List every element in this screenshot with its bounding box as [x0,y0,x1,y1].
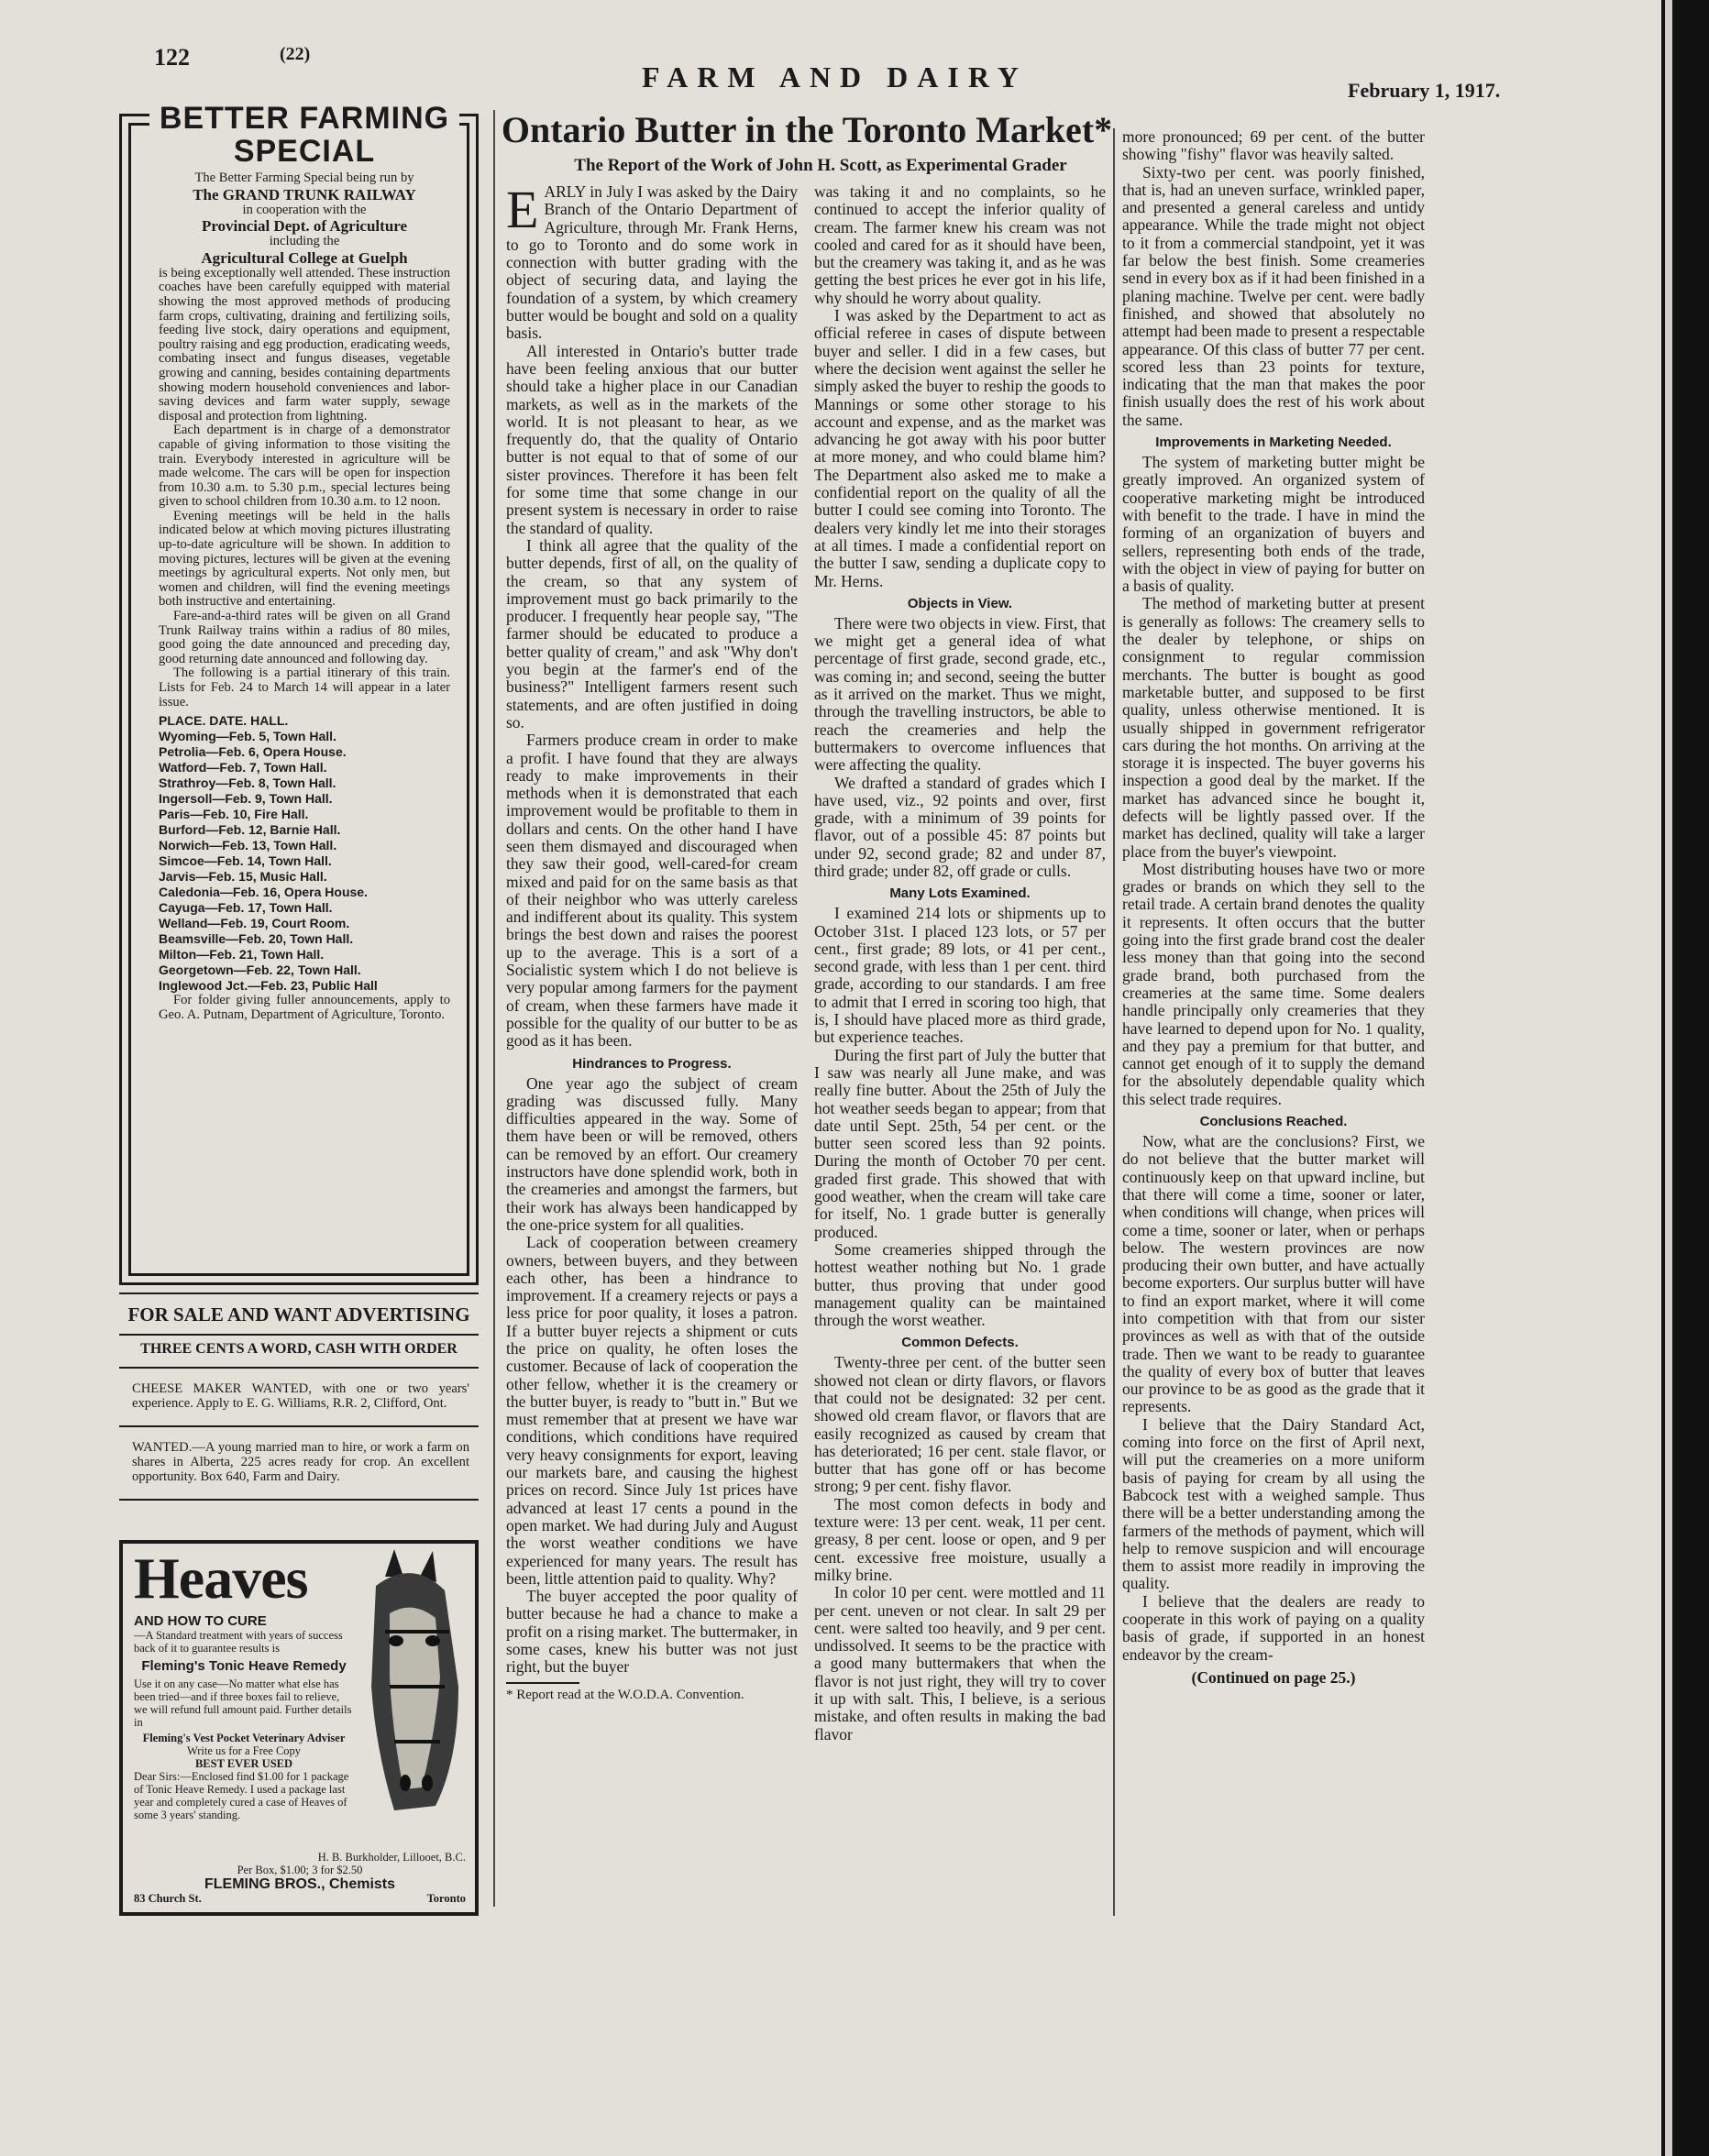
subhead-lots: Many Lots Examined. [889,886,1031,902]
classified-ad-cheese-maker: CHEESE MAKER WANTED, with one or two years' experience. Apply to E. G. Williams, R.R. 2, Clifford, Ont. [132,1381,469,1411]
masthead-title: FARM AND DAIRY [642,60,1028,94]
itinerary-item: Paris—Feb. 10, Fire Hall. [159,807,309,822]
itinerary-item: Milton—Feb. 21, Town Hall. [159,947,325,962]
itinerary-item: Burford—Feb. 12, Barnie Hall. [159,822,341,838]
scan-border [1661,0,1709,2156]
heaves-remedy-ad: Heaves AND HOW TO CURE —A Standard treatment with years of success back of it to guarantee results is Fleming's Tonic Heave Remedy Use it on any case—No matter what else has been tried—and if three boxes fail to relieve, we will refund full amount paid. Further details in Fleming's Vest Pocket Veterinary Adviser Write us for a Free Copy BEST EVER USED Dear Sirs:—Enclosed find $1.00 for 1 package of Tonic Heave Remedy. I used a package last year and completely cured a case of Heaves of some 3 years' standing. H. B. Burkholder, Lillooet, B.C. Per Box, $1.00; 3 for $2.50 FLEMING BROS., Chemists 83 Church St. Toronto [119,1540,479,1916]
itinerary-item: Strathroy—Feb. 8, Town Hall. [159,776,336,791]
issue-date: February 1, 1917. [1348,79,1501,102]
itinerary-item: Simcoe—Feb. 14, Town Hall. [159,853,332,869]
article-subtitle: The Report of the Work of John H. Scott, as Experimental Grader [574,156,1067,175]
page-sub-number: (22) [280,44,311,64]
article-column-3: more pronounced; 69 per cent. of the butter showing "fishy" flavor was heavily salted. Sixty-two per cent. was poorly finished, that is, had an uneven surface, wrinkled paper, and presented a general careless and untidy appearance. While the trade might not object to it from a commercial standpoint, yet it was far below the best finish. Some creameries send in every box as if it had been finished in a planing machine. Twelve per cent. were badly finished, and showed that absolutely no attempt had been made to present a respectable appearance. Of this class of butter 77 per cent. scored less than 23 points for texture, indicating that the man that makes the poor finish usually does the rest of his work about the same. Improvements in Marketing Needed. The system of marketing butter might be greatly improved. An organized system of cooperative marketing might be introduced with benefit to the trade. I have in mind the forming of an organization of buyers and sellers, representing both ends of the trade, with the object in view of paying for butter on a basis of quality. The method of marketing butter at present is generally as follows: The creamery sells to the dealer by telephone, or ships on consignment to regular commission merchants. The butter is bought as good marketable butter, and supposed to be first quality, unless otherwise mentioned. It is usually shipped in government refrigerator cars during the hot months. On arriving at the storage it is inspected. The buyer governs his inspection a good deal by the market. If the market has advanced since he bought it, defects will be lightly passed over. If the market has declined, quality will take a larger place from the buyer's viewpoint. Most distributing houses have two or more grades or brands on which they sell to the retail trade. A certain brand denotes the quality it represents. It often occurs that the butter going into the first grade brand cost the dealer less money than that going into the second grade brand, both purchased from the creameries at the same time. Some dealers handle principally only creameries that they have learned to depend upon for No. 1 quality, and they pay a premium for that butter, and cannot get enough of it to supply the demand for the absolutely dependable quality which this select trade requires. Conclusions Reached. Now, what are the conclusions? First, we do not believe that the butter market will continuously keep on that upward incline, but that there will come a time, sooner or later, when conditions will change, when prices will come a time, sooner or later, when or perhaps below. The western provinces are now producing their own butter, and have actually become exporters. Our surplus butter will have to find an export market, where it will come into competition with that from our sister provinces as well as with that of the outside trade. Then we want to be ready to guarantee the quality of every box of butter that leaves our province to be as good as the grade that it represents. I believe that the Dairy Standard Act, coming into force on the first of April next, will put the creameries on a more uniform basis of paying for cream by all using the Babcock test with a weighed sample. Thus there will be a better understanding among the farmers of the methods of payment, which will help to remove suspicion and will encourage them to assist more readily in improving the quality. I believe that the dealers are ready to cooperate in this work of paying on a quality basis of grade, if supported in an honest endeavor by the cream- (Continued on page 25.) [1122,128,1425,1687]
subhead-marketing: Improvements in Marketing Needed. [1155,434,1392,451]
itinerary-item: Ingersoll—Feb. 9, Town Hall. [159,791,333,807]
itinerary-item: Cayuga—Feb. 17, Town Hall. [159,900,333,916]
classifieds-rate: THREE CENTS A WORD, CASH WITH ORDER [140,1341,458,1357]
better-farming-special-ad: BETTER FARMING SPECIAL The Better Farming Special being run by The GRAND TRUNK RAILWAY in cooperation with the Provincial Dept. of Agriculture including the Agricultural College at Guelph is being exceptionally well attended. These instruction coaches have been carefully equipped with material showing the most approved methods of producing farm crops, cultivating, draining and fertilizing soils, feeding live stock, dairy operations and equipment, poultry raising and egg production, eradicating weeds, combating insect and fungus diseases, vegetable growing and canning, besides containing departments showing modern household conveniences and labor-saving devices and farm water supply, sewage disposal and protection from lightning. Each department is in charge of a demonstrator capable of giving information to those visiting the train. Everybody interested in agriculture will be made welcome. The cars will be open for inspection from 10.30 a.m. to 5.30 p.m., special lectures being given to school children from 10.30 a.m. to 12 noon. Evening meetings will be held in the halls indicated below at which moving pictures illustrating up-to-date agriculture will be shown. In addition to moving pictures, lectures will be given at the evening meetings by agricultural experts. Not only men, but women and children, will find the evening meetings both instructive and entertaining. Fare-and-a-third rates will be given on all Grand Trunk Railway trains within a radius of 80 miles, good going the date announced and preceding day, good returning date announced and following day. The following is a partial itinerary of this train. Lists for Feb. 24 to March 14 will appear in a later issue. PLACE. DATE. HALL. Wyoming—Feb. 5, Town Hall. Petrolia—Feb. 6, Opera House. Watford—Feb. 7, Town Hall. Strathroy—Feb. 8, Town Hall. Ingersoll—Feb. 9, Town Hall. Paris—Feb. 10, Fire Hall. Burford—Feb. 12, Barnie Hall. Norwich—Feb. 13, Town Hall. Simcoe—Feb. 14, Town Hall. Jarvis—Feb. 15, Music Hall. Caledonia—Feb. 16, Opera House. Cayuga—Feb. 17, Town Hall. Welland—Feb. 19, Court Room. Beamsville—Feb. 20, Town Hall. Milton—Feb. 21, Town Hall. Georgetown—Feb. 22, Town Hall. Inglewood Jct.—Feb. 23, Public Hall For folder giving fuller announcements, apply to Geo. A. Putnam, Department of Agriculture, Toronto. [119,114,479,1285]
article-title: Ontario Butter in the Toronto Market* [501,109,1113,150]
itinerary-item: Inglewood Jct.—Feb. 23, Public Hall [159,978,378,994]
subhead-hindrances: Hindrances to Progress. [572,1055,732,1072]
page-number: 122 [154,44,190,71]
subhead-defects: Common Defects. [901,1335,1019,1351]
subhead-conclusions: Conclusions Reached. [1199,1114,1348,1130]
classifieds-section [119,1285,479,1501]
article-column-2: was taking it and no complaints, so he continued to accept the inferior quality of cream. The farmer knew his cream was not cooled and cared for as it should have been, but the creamery was taking it, and as he was getting the best prices he ever got in his life, why should he worry about quality. I was asked by the Department to act as official referee in cases of dispute between buyer and seller. I did in a few cases, but where the decision went against the seller he simply asked the buyer to reship the goods to Mannings or some other storage to his account and expense, and as the market was advancing he got away with his poor butter at more money, and who could blame him? The Department also asked me to make a confidential report on the quality of all the butter I could see coming into Toronto. The dealers very kindly let me into their storages at all times. I made a confidential report on the butter I saw, sending a duplicate copy to Mr. Herns. Objects in View. There were two objects in view. First, that we might get a general idea of what percentage of first grade, second grade, etc., was coming in; and second, seeing the butter as it arrived on the market. Thus we might, through the travelling instructors, be able to reach the creameries and help the buttermakers to overcome influences that were affecting the quality. We drafted a standard of grades which I have used, viz., 92 points and over, first grade, with a minimum of 39 points for flavor, out of a possible 45: 87 points but under 92, second grade; 82 and under 87, third grade; under 82, off grade or culls. Many Lots Examined. I examined 214 lots or shipments up to October 31st. I placed 123 lots, or 57 per cent., first grade; 89 lots, or 41 per cent., second grade, with less than 1 per cent. third grade, according to our standards. I am free to admit that I erred in scoring too high, that is, I should have placed more as third grade, but experience teaches. During the first part of July the butter that I saw was nearly all June make, and was really fine butter. About the 25th of July the hot weather seeds began to appear; from that date until Sept. 25th, 54 per cent. or the butter seen scored less than 92 points. During the month of October 70 per cent. graded first grade. This showed that with good weather, when the cream will take care for itself, No. 1 grade butter is generally produced. Some creameries shipped through the hottest weather nothing but No. 1 grade butter, thus proving that under good management quality can be maintained through the worst weather. Common Defects. Twenty-three per cent. of the butter seen showed not clean or dirty flavors, or flavors that could not be designated: 32 per cent. showed old cream flavor, or flavors that are easily recognized as caused by cream that has deteriorated; 16 per cent. stale flavor, or butter that has gone off or has become strong; 9 per cent. fishy flavor. The most comon defects in body and texture were: 13 per cent. weak, 11 per cent. greasy, 8 per cent. loose or open, and 9 per cent. excessive free moisture, usually a milky brine. In color 10 per cent. were mottled and 11 per cent. uneven or not clear. In salt 29 per cent. were salted too heavily, and 9 per cent. undissolved. It seems to be the practice with a good many buttermakers that when the flavor is not just right, they will try to cover it up with salt. This, I believe, is a serious mistake, and often results in making the bad flavor [814,183,1106,1744]
itinerary-item: Norwich—Feb. 13, Town Hall. [159,838,337,853]
article-column-1: EARLY in July I was asked by the Dairy Branch of the Ontario Department of Agriculture, through Mr. Frank Herns, to go to Toronto and do some work in connection with butter grading with the object of securing data, and laying the foundation of a system, by which creamery butter would be bought and sold on a quality basis. All interested in Ontario's butter trade have been feeling anxious that our butter should take a higher place in our Canadian markets, as well as in the markets of the world. It is not pleasant to hear, as we frequently do, that the quality of Ontario butter is not equal to that of some of our sister provinces. Therefore it has been felt for some time that some change in our present system is necessary in order to raise the standard of quality. I think all agree that the quality of the butter depends, first of all, on the quality of the cream, so that any system of improvement must go back primarily to the producer. I frequently hear people say, "The farmer should be educated to produce a better quality of cream," and ask "Why don't you begin at the farmer's end of the business?" Intelligent farmers resent such statements, and are often justified in doing so. Farmers produce cream in order to make a profit. I have found that they are always ready to make improvements in their methods when it is demonstrated that each improvement would be profitable to them in dollars and cents. On the other hand I have seen them dismayed and discouraged when they saw their good, well-cared-for cream mixed and paid for on the same basis as that of their neighbor who was utterly careless and indifferent about its quality. This system brings the best down and raises the poorest up to the average. This is a sort of a Socialistic system which I do not believe is very popular among farmers for the payment of cream, when these farmers have made it possible for the quality of our butter to be as good as it has been. Hindrances to Progress. One year ago the subject of cream grading was discussed fully. Many difficulties appeared in the way. Some of them have been or will be removed, others can be removed by an effort. Our creamery instructors have done splendid work, both in the creameries and amongst the farmers, but their work has always been handicapped by the one-price system for all qualities. Lack of cooperation between creamery owners, between buyers, and they between each other, has been a hindrance to improvement. If a creamery rejects or pays a less price for poor quality, it loses a patron. If a butter buyer rejects a shipment or cuts the price on quality, he often loses the customer. Because of lack of cooperation the other fellow, whether it is the creamery or the butter buyer, is ready to "butt in." But we must remember that at present we have war conditions, which conditions have required very heavy consignments for export, leaving our markets bare, and causing the highest prices on record. Since July 1st prices have advanced at least 17 cents a pound in the open market. We had during July and August the worst weather conditions we have experienced for many years. The result has been, little attention paid to quality. Why? The buyer accepted the poor quality of butter because he had a chance to make a profit on a rising market. The buttermaker, in some cases, knew his butter was not just right, but the buyer * Report read at the W.O.D.A. Convention. [506,183,798,1702]
left-column [119,103,484,1918]
itinerary-item: Welland—Feb. 19, Court Room. [159,916,350,931]
company-name: FLEMING BROS., Chemists [204,1876,396,1892]
continued-note: (Continued on page 25.) [1191,1667,1356,1687]
itinerary-item: Beamsville—Feb. 20, Town Hall. [159,931,354,947]
itinerary-item: Georgetown—Feb. 22, Town Hall. [159,962,361,978]
itinerary-header: PLACE. DATE. HALL. [159,713,289,729]
itinerary-list [159,729,450,994]
itinerary-item: Wyoming—Feb. 5, Town Hall. [159,729,336,744]
column-rule [1113,128,1115,1916]
itinerary-item: Watford—Feb. 7, Town Hall. [159,760,327,776]
special-title: BETTER FARMING SPECIAL [149,102,459,168]
footnote: * Report read at the W.O.D.A. Convention. [506,1687,744,1702]
itinerary-item: Petrolia—Feb. 6, Opera House. [159,744,347,760]
column-rule [493,110,495,1907]
itinerary-item: Jarvis—Feb. 15, Music Hall. [159,869,327,885]
classified-ad-wanted: WANTED.—A young married man to hire, or work a farm on shares in Alberta, 225 acres ready for crop. An excellent opportunity. Box 640, Farm and Dairy. [132,1440,469,1484]
subhead-objects: Objects in View. [907,595,1013,611]
classifieds-heading: FOR SALE AND WANT ADVERTISING [127,1304,470,1326]
testimonial: Dear Sirs:—Enclosed find $1.00 for 1 package of Tonic Heave Remedy. I used a package last year and completely cured a case of Heaves of some 3 years' standing. [134,1770,349,1821]
itinerary-item: Caledonia—Feb. 16, Opera House. [159,885,368,900]
heaves-headline: Heaves [134,1546,308,1611]
drop-cap: E [506,183,539,239]
product-name: Fleming's Tonic Heave Remedy [141,1658,347,1674]
horse-head-illustration [348,1549,469,1815]
